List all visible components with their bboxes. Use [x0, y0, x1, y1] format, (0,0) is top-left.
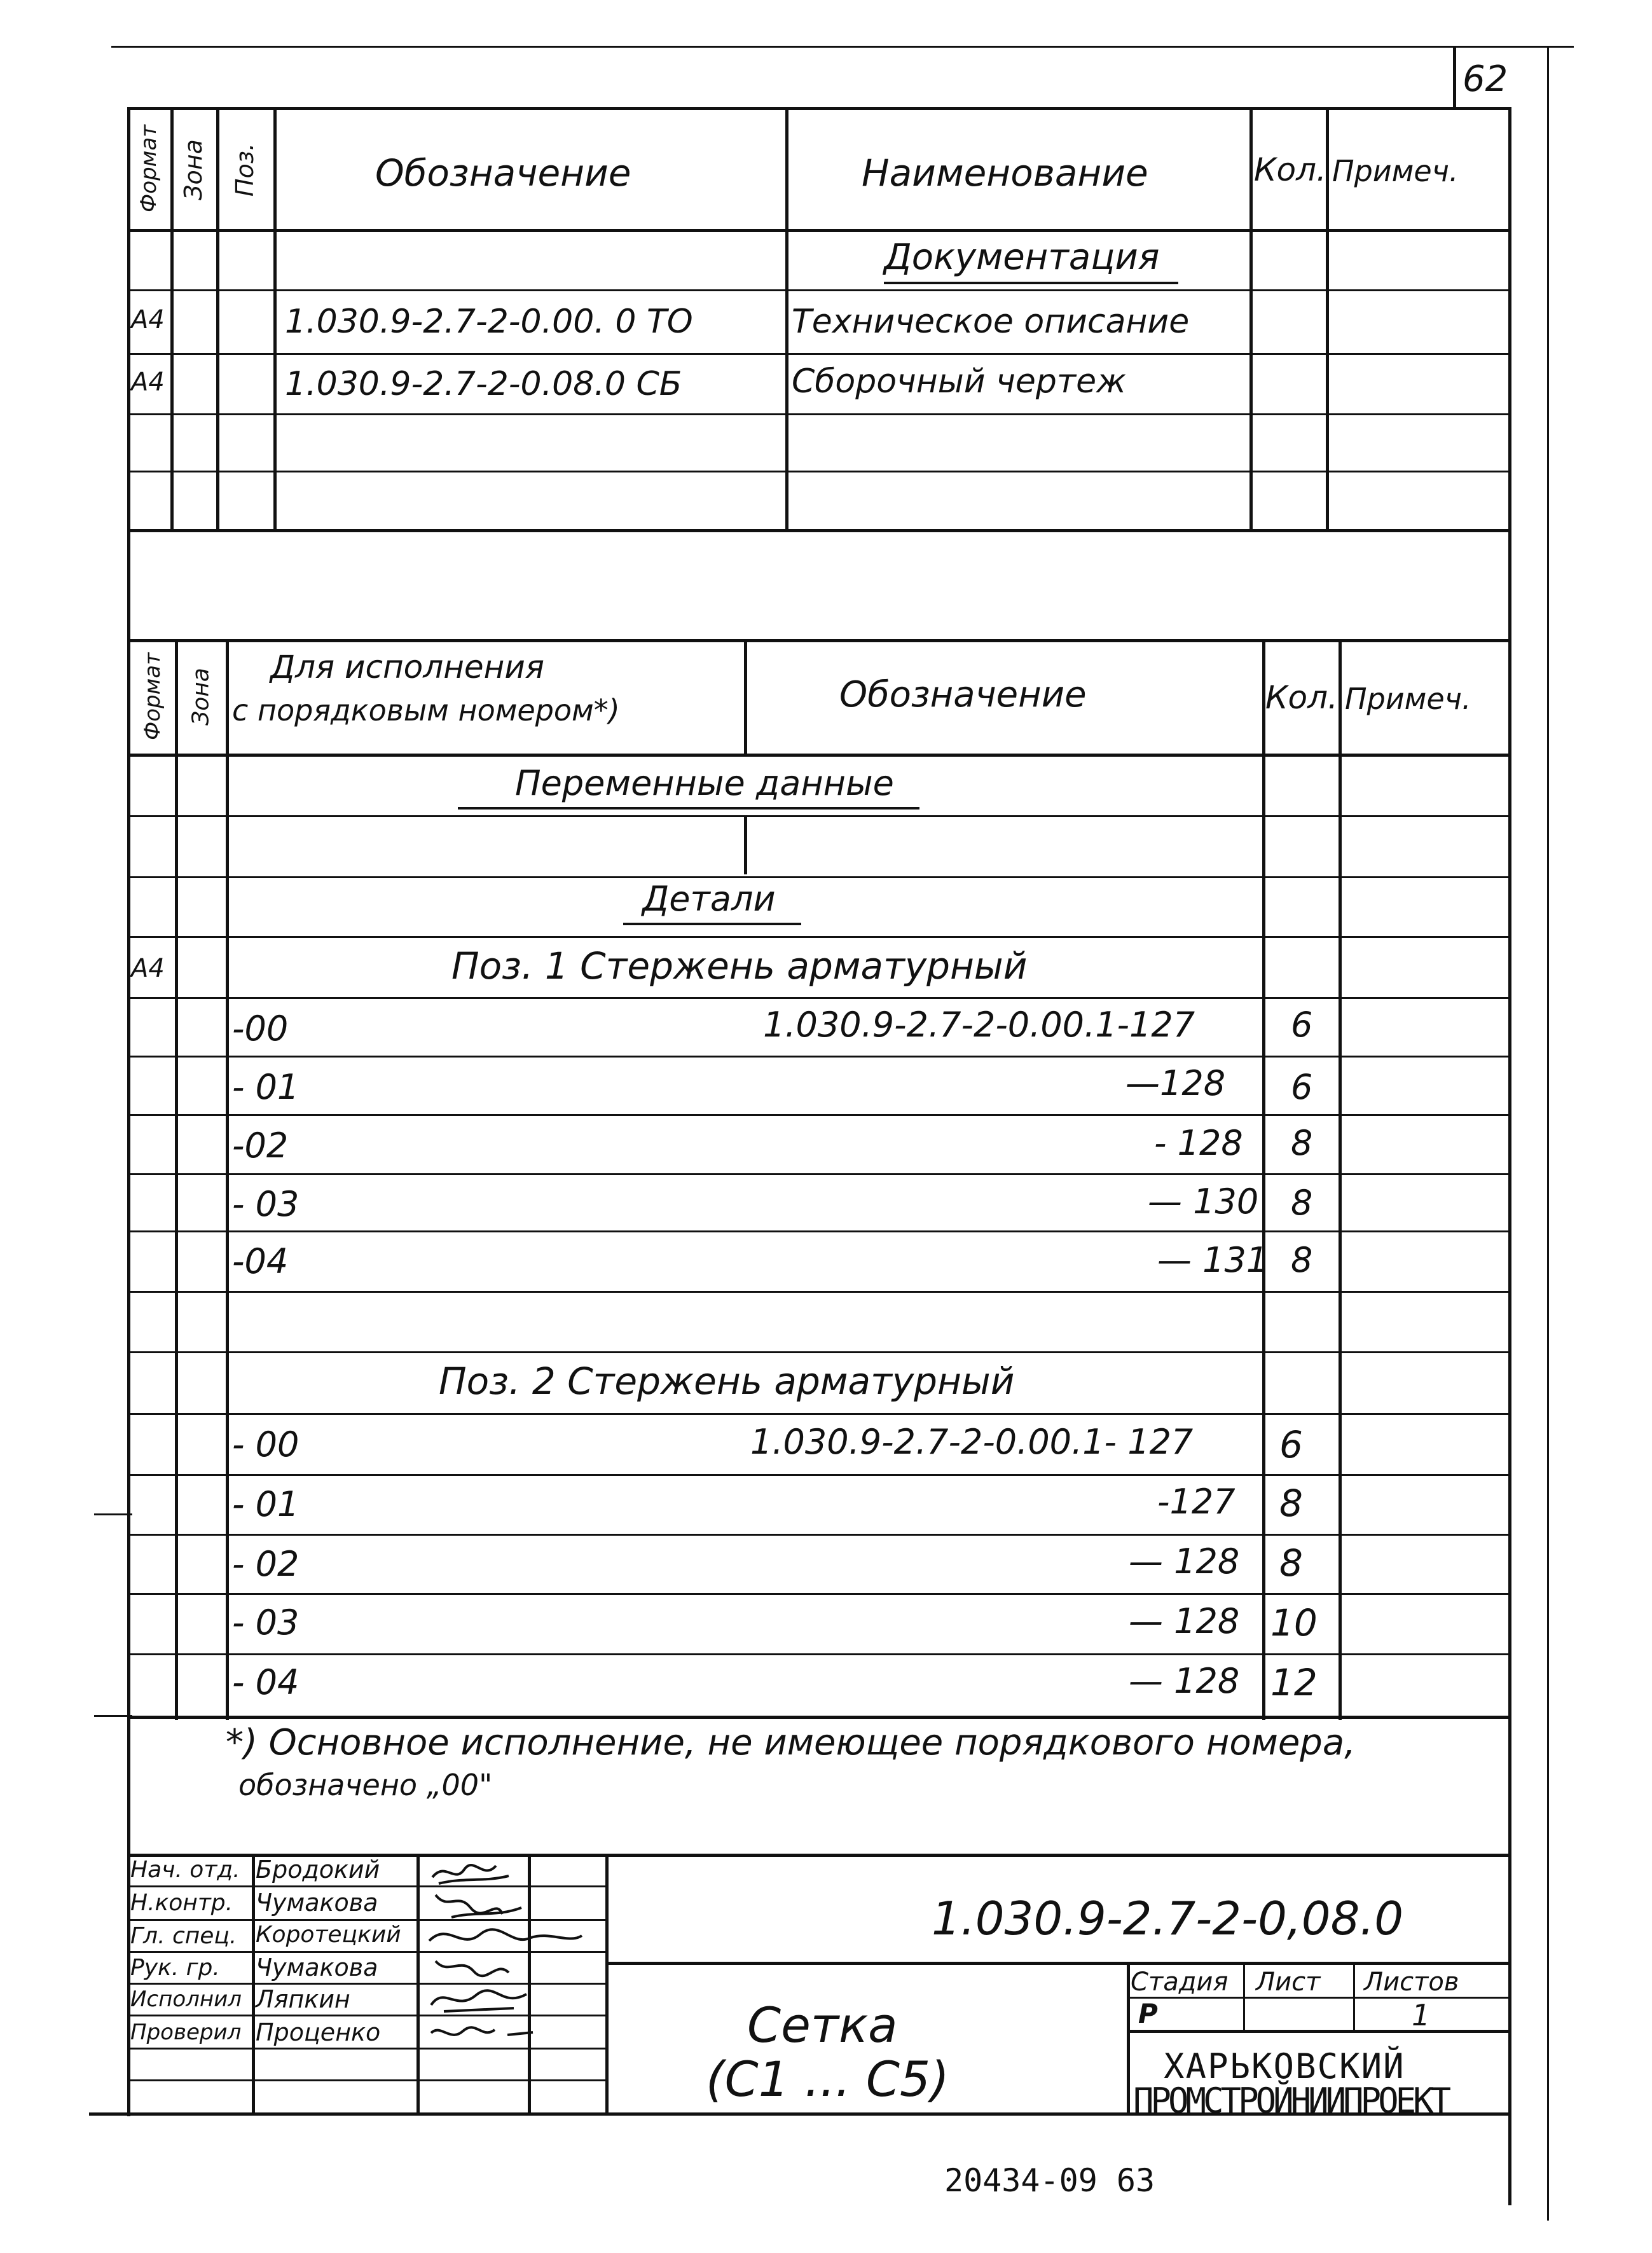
table1-header-bottom — [127, 229, 1510, 232]
group2-row5-designation: — 128 — [1129, 1661, 1240, 1701]
table1-row-line-2 — [127, 353, 1510, 355]
top-border-line — [111, 46, 1574, 48]
t2-line-10 — [127, 1351, 1510, 1353]
signature-4 — [426, 1953, 521, 1987]
group1-row3-variant: -02 — [232, 1126, 289, 1166]
t2-line-2 — [127, 876, 1510, 878]
tb-stage-value-bottom — [1127, 2030, 1508, 2033]
signature-5 — [425, 1983, 533, 2018]
tb-stage-header-bottom — [1127, 1997, 1508, 1999]
tb-code-bottom — [605, 1962, 1508, 1965]
table1-section-title: Документация — [884, 237, 1178, 284]
document-code: 1.030.9-2.7-2-0,08.0 — [932, 1892, 1404, 1945]
t2-line-15 — [127, 1653, 1510, 1655]
sheets-value: 1 — [1412, 1998, 1431, 2032]
margin-tick-1 — [94, 1513, 132, 1515]
table1-col-name — [785, 107, 788, 532]
table2-col-qty — [1262, 639, 1265, 1720]
group1-row3-designation: - 128 — [1154, 1123, 1243, 1163]
signer1-role: Нач. отд. — [130, 1857, 240, 1883]
t2-line-8 — [127, 1230, 1510, 1232]
table1-col-zone — [170, 107, 174, 532]
table1-row-line-1 — [127, 289, 1510, 291]
table1-row1-designation: 1.030.9-2.7-2-0.00. 0 ТО — [285, 303, 693, 341]
tb-row-2 — [127, 1919, 607, 1921]
title-line1: Сетка — [747, 1997, 898, 2053]
bottom-stamp: 20434-09 63 — [944, 2162, 1155, 2199]
table2-header-format: Формат — [140, 652, 165, 740]
group1-row2-variant: - 01 — [232, 1067, 299, 1107]
sheet-number-box-left — [1453, 46, 1456, 109]
t2-line-5 — [127, 1056, 1510, 1058]
table2-section-variable: Переменные данные — [458, 763, 919, 810]
table2-header-zone: Зона — [188, 668, 214, 726]
signer2-role: Н.контр. — [130, 1890, 233, 1916]
left-frame-line — [127, 107, 130, 2116]
table2-header-bottom — [127, 754, 1510, 757]
signature-1 — [426, 1858, 515, 1891]
t2-line-14 — [127, 1593, 1510, 1595]
t2-line-4 — [127, 997, 1510, 999]
table1-header-name: Наименование — [862, 151, 1148, 195]
group1-row1-variant: -00 — [232, 1009, 289, 1049]
table1-row-line-4 — [127, 471, 1510, 472]
table2-header-variant-line1: Для исполнения — [270, 649, 544, 686]
table2-col-note — [1339, 639, 1342, 1720]
t2-line-11 — [127, 1413, 1510, 1415]
t2-line-12 — [127, 1474, 1510, 1476]
signature-2 — [426, 1889, 528, 1923]
signer3-name: Коротецкий — [256, 1922, 401, 1948]
group2-row2-variant: - 01 — [232, 1484, 299, 1524]
sheet-label: Лист — [1256, 1967, 1321, 1997]
sheets-label: Листов — [1364, 1967, 1459, 1997]
tb-col-sheets — [1353, 1962, 1355, 2030]
tb-col-main — [605, 1854, 609, 2114]
table2-header-designation: Обозначение — [839, 674, 1087, 715]
signer4-name: Чумакова — [256, 1953, 378, 1981]
org-line1: ХАРЬКОВСКИЙ — [1164, 2046, 1405, 2086]
table1-header-pos: Поз. — [231, 142, 259, 197]
outer-right-edge — [1547, 46, 1549, 2221]
signature-6 — [425, 2017, 539, 2050]
table2-bottom — [127, 1716, 1510, 1719]
sheet-number: 62 — [1463, 59, 1508, 100]
table1-row1-format: А4 — [131, 305, 165, 334]
signer1-name: Бродокий — [256, 1856, 380, 1884]
group2-row2-designation: -127 — [1157, 1482, 1236, 1522]
table2-header-qty: Кол. — [1265, 679, 1338, 716]
tb-col-stage — [1127, 1962, 1130, 2114]
group1-row5-qty: 8 — [1291, 1240, 1313, 1280]
group1-row2-qty: 6 — [1291, 1067, 1313, 1107]
table2-col-designation — [744, 639, 747, 754]
stage-label: Стадия — [1131, 1967, 1229, 1997]
t2-line-9 — [127, 1291, 1510, 1293]
group1-title: Поз. 1 Стержень арматурный — [451, 944, 1028, 988]
t2-line-6 — [127, 1114, 1510, 1116]
group2-row2-qty: 8 — [1279, 1482, 1303, 1525]
table1-col-designation — [273, 107, 277, 532]
group2-row1-designation: 1.030.9-2.7-2-0.00.1- 127 — [750, 1422, 1194, 1462]
table1-col-pos — [216, 107, 219, 532]
group2-row1-variant: - 00 — [232, 1424, 299, 1464]
table2-section-details: Детали — [623, 879, 801, 925]
t2-line-13 — [127, 1534, 1510, 1536]
table2-header-variant-line2: с порядковым номером*) — [232, 693, 620, 727]
tb-col-name — [252, 1854, 255, 2114]
table1-bottom — [127, 529, 1510, 532]
group2-row5-qty: 12 — [1270, 1661, 1318, 1704]
org-line2: ПРОМСТРОЙНИИПРОЕКТ — [1133, 2081, 1449, 2121]
group1-row3-qty: 8 — [1291, 1123, 1313, 1163]
table1-col-qty — [1249, 107, 1253, 532]
table1-row2-designation: 1.030.9-2.7-2-0.08.0 СБ — [285, 365, 682, 403]
signer5-name: Ляпкин — [256, 1985, 350, 2013]
table2-top — [127, 639, 1510, 642]
tb-row-4 — [127, 1983, 607, 1985]
table1-header-note: Примеч. — [1332, 154, 1459, 188]
signer4-role: Рук. гр. — [130, 1955, 220, 1981]
group2-row4-qty: 10 — [1270, 1601, 1318, 1644]
group2-row3-designation: — 128 — [1129, 1541, 1240, 1581]
tb-row-5 — [127, 2015, 607, 2016]
table2-col-designation-lower — [744, 817, 747, 874]
signature-3 — [423, 1922, 588, 1956]
group2-row5-variant: - 04 — [232, 1662, 299, 1702]
t2-line-1 — [127, 815, 1510, 817]
group2-title: Поз. 2 Стержень арматурный — [439, 1360, 1015, 1403]
table2-col-zone — [175, 639, 178, 1720]
group1-row5-designation: — 131 — [1157, 1240, 1269, 1280]
group1-row1-designation: 1.030.9-2.7-2-0.00.1-127 — [763, 1005, 1195, 1045]
table1-row2-format: А4 — [131, 368, 165, 397]
tb-row-1 — [127, 1885, 607, 1887]
signer6-name: Проценко — [256, 2018, 381, 2046]
footnote-line2: обозначено „00" — [238, 1768, 493, 1802]
group2-row3-qty: 8 — [1279, 1541, 1303, 1585]
signer3-role: Гл. спец. — [130, 1923, 237, 1949]
table1-header-designation: Обозначение — [375, 151, 631, 195]
group2-row3-variant: - 02 — [232, 1544, 299, 1584]
stage-value: Р — [1138, 1998, 1158, 2029]
group1-row4-variant: - 03 — [232, 1184, 299, 1224]
group1-row5-variant: -04 — [232, 1241, 289, 1281]
group1-row4-qty: 8 — [1291, 1183, 1313, 1223]
margin-tick-2 — [94, 1715, 132, 1717]
signer5-role: Исполнил — [130, 1987, 242, 2012]
table1-header-format: Формат — [136, 125, 162, 212]
table1-row2-name: Сборочный чертеж — [792, 362, 1126, 401]
table2-header-note: Примеч. — [1345, 682, 1471, 716]
group2-row4-designation: — 128 — [1129, 1601, 1240, 1641]
table1-row1-name: Техническое описание — [792, 303, 1190, 341]
tb-row-7 — [127, 2079, 607, 2081]
group1-row2-designation: —128 — [1125, 1063, 1226, 1103]
right-frame-line — [1508, 107, 1511, 2205]
group2-row1-qty: 6 — [1279, 1423, 1303, 1466]
group1-format: А4 — [131, 954, 165, 983]
t2-line-3 — [127, 936, 1510, 938]
group2-row4-variant: - 03 — [232, 1602, 299, 1643]
table1-row-line-3 — [127, 413, 1510, 415]
top-frame-line — [127, 107, 1510, 110]
table1-header-zone: Зона — [179, 139, 207, 200]
group1-row4-designation: — 130 — [1148, 1182, 1259, 1222]
signer6-role: Проверил — [130, 2020, 242, 2045]
t2-line-7 — [127, 1173, 1510, 1175]
table1-header-qty: Кол. — [1254, 151, 1326, 188]
group1-row1-qty: 6 — [1291, 1005, 1313, 1045]
tb-col-sign — [416, 1854, 420, 2114]
table2-col-variant — [226, 639, 229, 1720]
title-line2: (С1 ... С5) — [706, 2051, 949, 2107]
signer2-name: Чумакова — [256, 1889, 378, 1917]
footnote-line1: *) Основное исполнение, не имеющее порядкового номера, — [226, 1722, 1356, 1763]
tb-col-sheet — [1243, 1962, 1245, 2030]
